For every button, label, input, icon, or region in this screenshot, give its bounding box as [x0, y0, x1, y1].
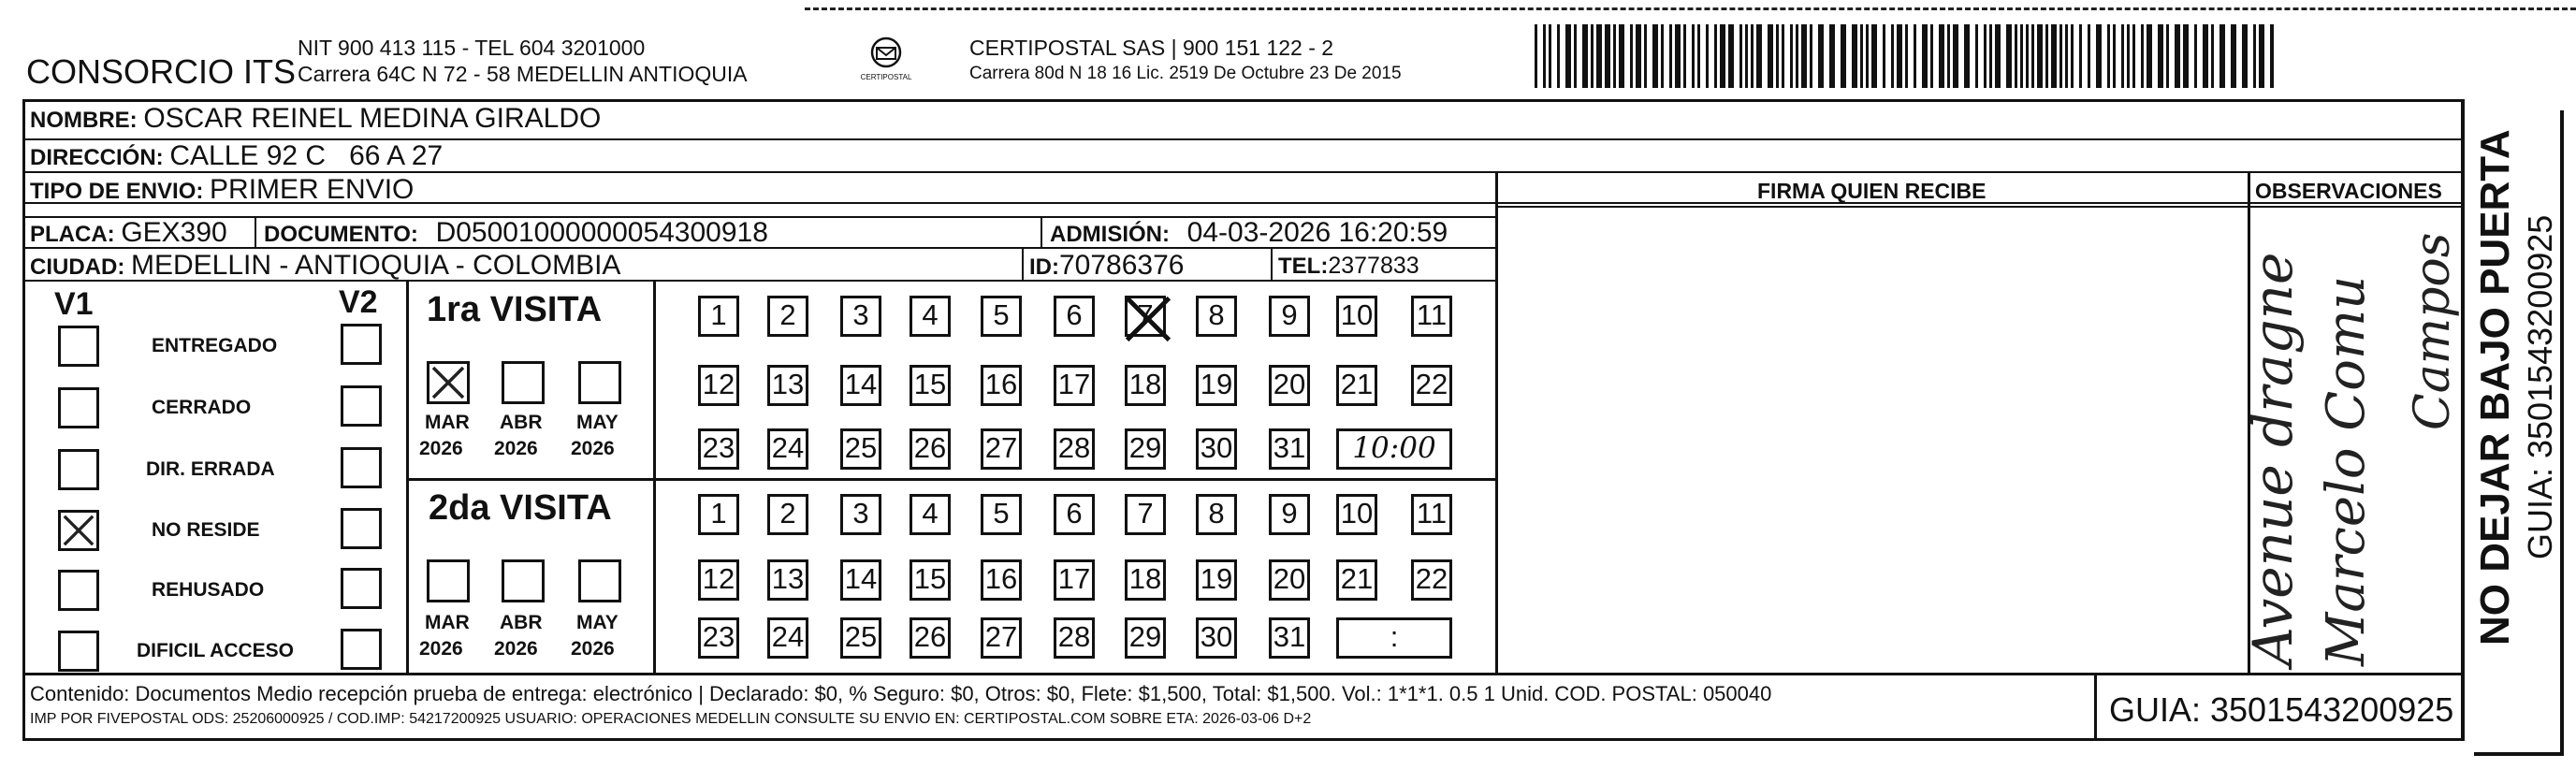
status-label: ENTREGADO [152, 335, 278, 356]
second-visit-title: 2da VISITA [429, 488, 612, 528]
v2-checkbox[interactable] [341, 385, 382, 427]
month-checkbox[interactable] [502, 361, 545, 404]
barcode-bar [1751, 24, 1754, 88]
name-label: NOMBRE: [30, 108, 138, 133]
day-box[interactable]: 30 [1196, 428, 1237, 470]
barcode-bar [2020, 24, 2023, 88]
day-box[interactable]: 11 [1411, 296, 1452, 337]
v1-checkbox[interactable] [58, 510, 99, 551]
barcode-bar [1796, 24, 1798, 88]
barcode-bar [1866, 24, 1869, 88]
barcode-bar [2242, 24, 2248, 88]
address-label: DIRECCIÓN: [30, 145, 164, 170]
city-cell [30, 250, 620, 282]
tel-value: 2377833 [1328, 253, 1419, 279]
year-label: 2026 [494, 438, 538, 459]
x-mark-icon [1122, 293, 1174, 345]
day-box[interactable]: 26 [910, 617, 951, 659]
plate-cell [30, 217, 227, 249]
day-box[interactable]: 29 [1125, 617, 1166, 659]
cell-divider [1041, 217, 1042, 248]
month-checkbox[interactable] [578, 559, 621, 602]
day-box[interactable]: 28 [1054, 428, 1095, 470]
barcode-bar [1756, 24, 1762, 88]
barcode-bar [1852, 24, 1857, 88]
day-box[interactable]: 12 [698, 365, 739, 406]
visit-divider [653, 281, 656, 673]
month-checkbox[interactable] [502, 559, 545, 602]
signature-title: FIRMA QUIEN RECIBE [1757, 179, 1987, 203]
barcode-bar [2045, 24, 2048, 88]
logo-text: CERTIPOSTAL [860, 73, 912, 81]
name-value: OSCAR REINEL MEDINA GIRALDO [143, 103, 602, 134]
day-box[interactable]: 16 [981, 559, 1022, 601]
day-box[interactable]: 2 [767, 296, 808, 337]
barcode-bar [1636, 24, 1641, 88]
day-box[interactable]: 18 [1125, 365, 1166, 406]
month-label: ABR [500, 412, 543, 433]
barcode-bar [1801, 24, 1807, 88]
status-label: CERRADO [152, 397, 252, 418]
v1-checkbox[interactable] [58, 570, 99, 611]
month-label: MAY [576, 612, 619, 633]
barcode-bar [1661, 24, 1664, 88]
barcode-bar [2059, 24, 2062, 88]
x-mark-icon [61, 513, 96, 548]
day-box[interactable]: 8 [1196, 296, 1237, 337]
day-box[interactable]: 4 [910, 494, 951, 535]
barcode-bar [1535, 24, 1537, 88]
barcode-bar [1745, 24, 1748, 88]
barcode-bar [1860, 24, 1863, 88]
barcode-bar [1930, 24, 1933, 88]
barcode-bar [2253, 24, 2256, 88]
year-label: 2026 [419, 638, 463, 660]
day-box[interactable]: 27 [981, 617, 1022, 659]
barcode-bar [2037, 24, 2043, 88]
barcode-bar [1953, 24, 1958, 88]
barcode-bar [1897, 24, 1902, 88]
month-checkbox[interactable] [578, 361, 621, 404]
company-name: CONSORCIO ITS [26, 52, 297, 91]
barcode-bar [1914, 24, 1916, 88]
barcode-bar [1728, 24, 1734, 88]
tel-label: TEL: [1278, 254, 1329, 279]
day-box[interactable]: 22 [1411, 559, 1452, 601]
barcode-bar [1706, 24, 1709, 88]
day-box[interactable]: 20 [1269, 559, 1310, 601]
id-label: ID: [1029, 254, 1059, 280]
month-checkbox[interactable] [427, 559, 470, 602]
tel-cell [1278, 253, 1419, 280]
cell-divider [1022, 249, 1024, 281]
x-mark-icon [429, 364, 467, 401]
day-box[interactable]: 11 [1411, 494, 1452, 535]
day-box[interactable]: 23 [698, 428, 739, 470]
document-cell [264, 217, 768, 249]
v2-checkbox[interactable] [341, 568, 382, 609]
name-row [30, 103, 601, 135]
v1-checkbox[interactable] [58, 387, 99, 428]
day-box[interactable]: 31 [1269, 428, 1310, 470]
day-box[interactable]: 28 [1054, 617, 1095, 659]
barcode-bar [2015, 24, 2017, 88]
day-box[interactable]: 5 [981, 296, 1022, 337]
side-guide: GUIA: 3501543200925 [2521, 214, 2559, 559]
barcode-bar [2141, 24, 2144, 88]
barcode-bar [1776, 24, 1779, 88]
day-box[interactable]: 15 [910, 365, 951, 406]
document-value: D05001000000054300918 [435, 217, 768, 248]
barcode [1535, 24, 2274, 88]
barcode-bar [1574, 24, 1577, 88]
barcode-bar [1565, 24, 1571, 88]
carrier-address: Carrera 80d N 18 16 Lic. 2519 De Octubre 23 De 2015 [969, 64, 1402, 83]
day-box[interactable]: 20 [1269, 365, 1310, 406]
admission-cell [1050, 217, 1448, 249]
id-cell [1029, 250, 1184, 282]
barcode-bar [1975, 24, 1978, 88]
barcode-bar [2026, 24, 2029, 88]
v1-checkbox[interactable] [58, 631, 99, 672]
day-box[interactable]: 14 [840, 559, 881, 601]
v2-checkbox[interactable] [341, 629, 382, 670]
barcode-bar [2231, 24, 2236, 88]
year-label: 2026 [494, 638, 538, 660]
first-visit-time[interactable]: 10:00 [1336, 428, 1452, 470]
barcode-bar [1582, 24, 1588, 88]
row-line [1495, 206, 2461, 208]
carrier-name: CERTIPOSTAL SAS | 900 151 122 - 2 [969, 36, 1334, 60]
v2-checkbox[interactable] [341, 324, 382, 365]
day-box[interactable]: 21 [1336, 365, 1377, 406]
v1-checkbox[interactable] [58, 449, 99, 490]
barcode-bar [1596, 24, 1602, 88]
month-label: ABR [500, 612, 543, 633]
barcode-bar [2166, 24, 2169, 88]
barcode-bar [2096, 24, 2102, 88]
day-box[interactable]: 24 [767, 617, 808, 659]
month-checkbox[interactable] [427, 361, 470, 404]
document-label: DOCUMENTO: [264, 222, 418, 247]
day-box[interactable]: 26 [910, 428, 951, 470]
day-box[interactable]: 22 [1411, 365, 1452, 406]
status-label: NO RESIDE [152, 519, 260, 541]
barcode-bar [1782, 24, 1784, 88]
barcode-bar [1922, 24, 1928, 88]
day-box[interactable]: 29 [1125, 428, 1166, 470]
city-label: CIUDAD: [30, 254, 125, 280]
day-box[interactable]: 30 [1196, 617, 1237, 659]
barcode-bar [1810, 24, 1812, 88]
envelope-logo-icon [853, 36, 919, 84]
type-value: PRIMER ENVIO [210, 174, 415, 205]
barcode-bar [2194, 24, 2197, 88]
day-box[interactable]: 5 [981, 494, 1022, 535]
barcode-bar [2203, 24, 2208, 88]
first-visit-title: 1ra VISITA [427, 290, 603, 329]
company-address: Carrera 64C N 72 - 58 MEDELLIN ANTIOQUIA [298, 62, 748, 86]
status-label: REHUSADO [152, 579, 265, 601]
barcode-bar [1871, 24, 1877, 88]
day-box[interactable]: 16 [981, 365, 1022, 406]
side-divider [2461, 99, 2464, 741]
plate-label: PLACA: [30, 222, 115, 247]
visit-separator [406, 478, 1495, 481]
year-label: 2026 [419, 438, 463, 459]
barcode-bar [1714, 24, 1717, 88]
side-warning: NO DEJAR BAJO PUERTA [2472, 129, 2518, 646]
barcode-bar [2211, 24, 2214, 88]
day-box[interactable]: 19 [1196, 365, 1237, 406]
barcode-bar [2065, 24, 2068, 88]
barcode-bar [1652, 24, 1658, 88]
handwritten-observation-3: Campos [2405, 232, 2461, 430]
barcode-bar [2107, 24, 2110, 88]
barcode-bar [2051, 24, 2057, 88]
city-value: MEDELLIN - ANTIOQUIA - COLOMBIA [131, 250, 621, 281]
barcode-bar [1964, 24, 1970, 88]
day-box[interactable]: 9 [1269, 494, 1310, 535]
barcode-bar [1692, 24, 1695, 88]
barcode-graphic [1535, 24, 2274, 88]
barcode-bar [1605, 24, 1610, 88]
footer-contents: Contenido: Documentos Medio recepción prueba de entrega: electrónico | Declarado: $0, % Seguro: $0, Otros: $0, Flete: $1,500, Total: $1,500. Vol.: 1*1*1. 0.5 1 Unid. COD. POSTAL: 050040 [30, 682, 1772, 705]
barcode-bar [1619, 24, 1624, 88]
barcode-bar [2219, 24, 2225, 88]
barcode-bar [1818, 24, 1824, 88]
barcode-bar [1939, 24, 1944, 88]
barcode-bar [1557, 24, 1560, 88]
barcode-bar [2088, 24, 2090, 88]
day-box[interactable]: 6 [1054, 494, 1095, 535]
v1-label: V1 [54, 286, 94, 322]
day-box[interactable]: 3 [840, 494, 881, 535]
barcode-bar [1984, 24, 1987, 88]
barcode-bar [2132, 24, 2135, 88]
barcode-bar [1683, 24, 1686, 88]
barcode-bar [1829, 24, 1835, 88]
barcode-bar [1720, 24, 1725, 88]
barcode-bar [1549, 24, 1551, 88]
v1-checkbox[interactable] [58, 326, 99, 367]
barcode-bar [1841, 24, 1846, 88]
barcode-bar [1543, 24, 1546, 88]
barcode-bar [1697, 24, 1700, 88]
day-box[interactable]: 7 [1125, 296, 1166, 337]
day-box[interactable]: 13 [767, 365, 808, 406]
month-label: MAY [576, 412, 619, 433]
barcode-bar [1669, 24, 1672, 88]
barcode-bar [2147, 24, 2152, 88]
company-nit: NIT 900 413 115 - TEL 604 3201000 [298, 36, 646, 60]
barcode-bar [2158, 24, 2163, 88]
barcode-bar [2079, 24, 2082, 88]
type-label: TIPO DE ENVIO: [30, 179, 204, 204]
carrier-logo [853, 36, 919, 84]
day-box[interactable]: 13 [767, 559, 808, 601]
year-label: 2026 [571, 438, 615, 459]
second-visit-time[interactable]: : [1336, 617, 1452, 659]
v2-checkbox[interactable] [341, 447, 382, 488]
day-box[interactable]: 24 [767, 428, 808, 470]
day-box[interactable]: 1 [698, 494, 739, 535]
admission-value: 04-03-2026 16:20:59 [1186, 217, 1448, 248]
day-box[interactable]: 1 [698, 296, 739, 337]
day-box[interactable]: 2 [767, 494, 808, 535]
footer-guide: GUIA: 3501543200925 [2109, 690, 2454, 729]
top-edge-line [805, 7, 2576, 10]
day-box[interactable]: 31 [1269, 617, 1310, 659]
barcode-bar [2006, 24, 2012, 88]
handwritten-observation-2: Marcelo Comu [2316, 275, 2377, 666]
signature-column-left [1495, 171, 1498, 673]
footer-printed: IMP POR FIVEPOSTAL ODS: 25206000925 / COD.IMP: 54217200925 USUARIO: OPERACIONES MEDELLIN CONSULTE SU ENVIO EN: CERTIPOSTAL.COM SOBRE ETA: 2026-03-06 D+2 [30, 711, 1312, 727]
barcode-bar [2127, 24, 2130, 88]
barcode-bar [1790, 24, 1793, 88]
barcode-bar [1613, 24, 1616, 88]
address-row [30, 140, 443, 172]
day-box[interactable]: 7 [1125, 494, 1166, 535]
day-box[interactable]: 8 [1196, 494, 1237, 535]
barcode-bar [1995, 24, 2001, 88]
barcode-bar [2031, 24, 2034, 88]
day-box[interactable]: 15 [910, 559, 951, 601]
status-divider [406, 281, 409, 673]
day-box[interactable]: 14 [840, 365, 881, 406]
month-label: MAR [425, 412, 470, 433]
id-value: 70786376 [1059, 250, 1185, 281]
year-label: 2026 [571, 638, 615, 660]
barcode-bar [1768, 24, 1773, 88]
admission-label: ADMISIÓN: [1050, 222, 1170, 247]
v2-checkbox[interactable] [341, 508, 382, 549]
barcode-bar [2259, 24, 2264, 88]
barcode-bar [2113, 24, 2116, 88]
barcode-bar [2270, 24, 2274, 88]
barcode-bar [1591, 24, 1594, 88]
month-label: MAR [425, 612, 470, 633]
day-box[interactable]: 25 [840, 617, 881, 659]
barcode-bar [1905, 24, 1908, 88]
day-box[interactable]: 6 [1054, 296, 1095, 337]
barcode-bar [1739, 24, 1742, 88]
day-box[interactable]: 21 [1336, 559, 1377, 601]
day-box[interactable]: 17 [1054, 559, 1095, 601]
footer-line [22, 673, 2465, 675]
footer-divider [2094, 673, 2097, 741]
barcode-bar [2183, 24, 2189, 88]
plate-value: GEX390 [121, 217, 227, 248]
day-box[interactable]: 4 [910, 296, 951, 337]
status-label: DIR. ERRADA [146, 458, 275, 480]
barcode-bar [2175, 24, 2180, 88]
address-value: CALLE 92 C 66 A 27 [169, 140, 444, 171]
day-box[interactable]: 10 [1336, 296, 1377, 337]
barcode-bar [1989, 24, 1992, 88]
day-box[interactable]: 3 [840, 296, 881, 337]
day-checked-mark [1122, 293, 1174, 345]
day-box[interactable]: 17 [1054, 365, 1095, 406]
barcode-bar [1675, 24, 1681, 88]
day-box[interactable]: 23 [698, 617, 739, 659]
barcode-bar [2071, 24, 2074, 88]
type-row [30, 174, 414, 206]
barcode-bar [1947, 24, 1950, 88]
day-box[interactable]: 12 [698, 559, 739, 601]
barcode-bar [1891, 24, 1894, 88]
day-box[interactable]: 27 [981, 428, 1022, 470]
observations-title: OBSERVACIONES [2255, 179, 2442, 203]
cell-divider [1271, 249, 1273, 281]
status-label: DIFICIL ACCESO [137, 640, 295, 661]
barcode-bar [1883, 24, 1885, 88]
day-box[interactable]: 19 [1196, 559, 1237, 601]
barcode-bar [1644, 24, 1647, 88]
day-box[interactable]: 10 [1336, 494, 1377, 535]
handwritten-observation-1: Avenue dragne [2241, 252, 2305, 666]
day-box[interactable]: 18 [1125, 559, 1166, 601]
v2-label: V2 [339, 284, 378, 320]
barcode-bar [1630, 24, 1633, 88]
cell-divider [255, 217, 256, 248]
day-box[interactable]: 25 [840, 428, 881, 470]
day-box[interactable]: 9 [1269, 296, 1310, 337]
barcode-bar [2121, 24, 2124, 88]
